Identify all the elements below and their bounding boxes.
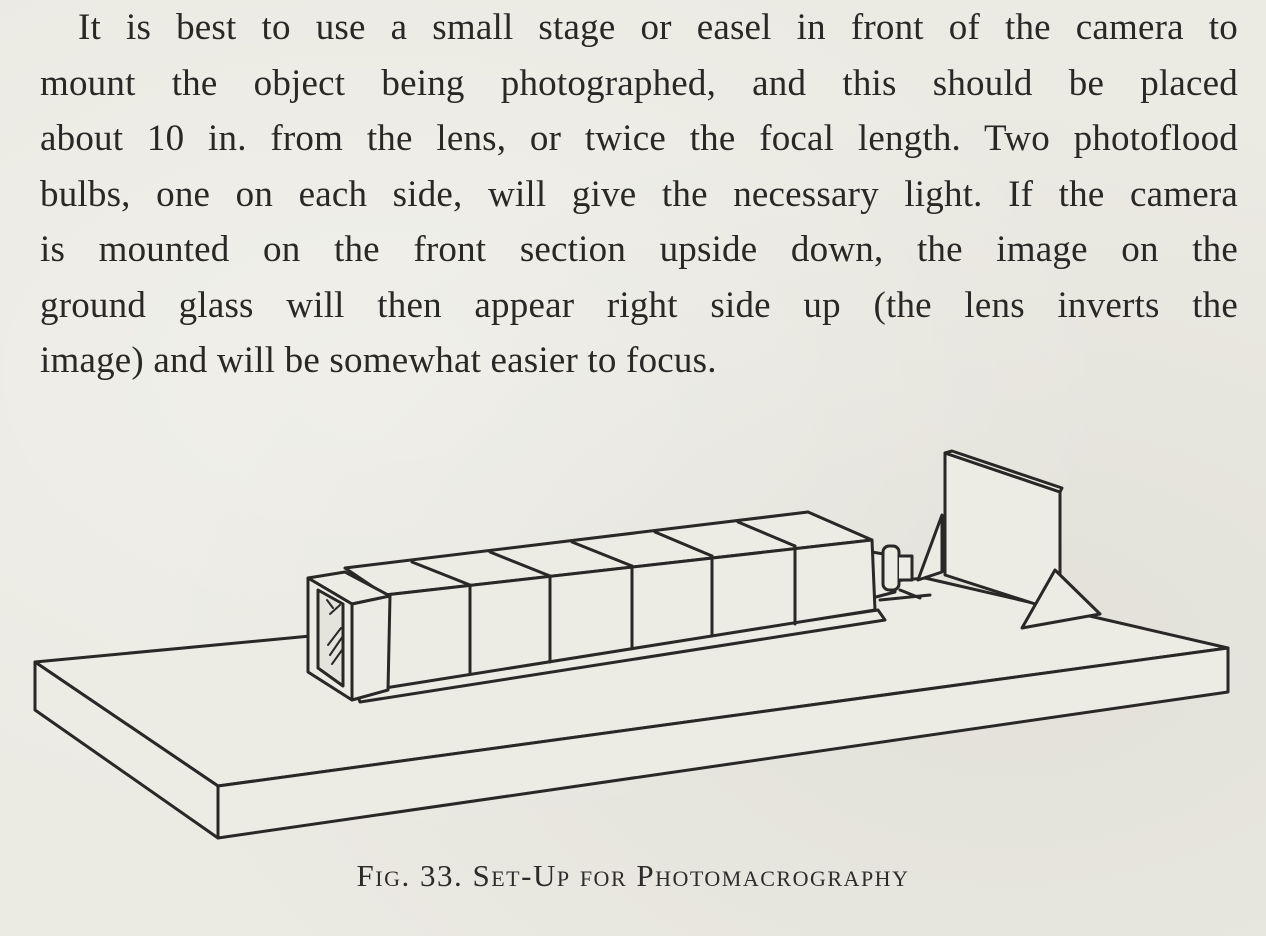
paragraph-line: bulbs, one on each side, will give the necessary light. If the camera xyxy=(40,173,1238,215)
paragraph-line: ground glass will then appear right side up (the lens inverts the xyxy=(40,284,1238,326)
paragraph-line: about 10 in. from the lens, or twice the focal length. Two photoflood xyxy=(40,118,1238,159)
paragraph-line: mount the object being photographed, and this should be placed xyxy=(40,62,1238,104)
ground-glass-back xyxy=(308,572,390,700)
figure-caption: Fig. 33. Set-Up for Photomacrography xyxy=(356,858,910,893)
figure-illustration xyxy=(0,440,1266,860)
photomacrography-setup-drawing xyxy=(0,440,1266,860)
paragraph-line: It is best to use a small stage or easel in front of the camera to xyxy=(78,7,1238,48)
body-paragraph xyxy=(40,0,1238,389)
paragraph-line: is mounted on the front section upside down, the image on the xyxy=(40,229,1238,270)
paragraph-line: image) and will be somewhat easier to focus. xyxy=(40,340,717,381)
